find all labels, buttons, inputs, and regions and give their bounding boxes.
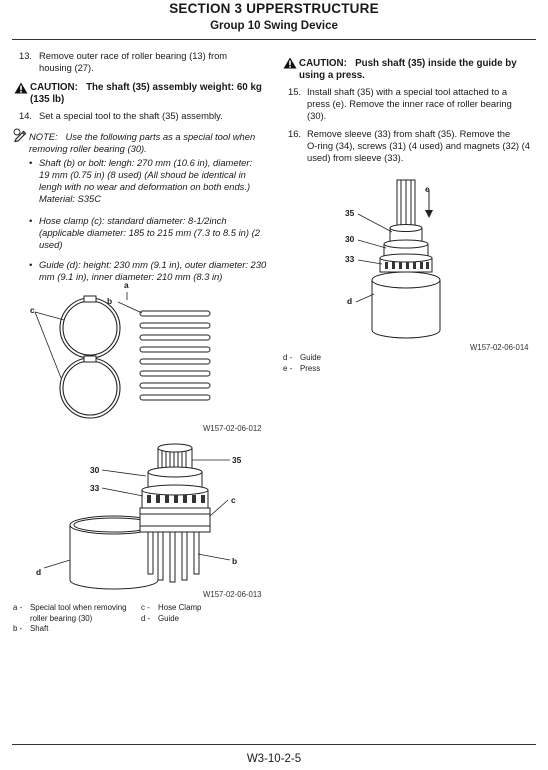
note-line-1: NOTE: Use the following parts as a special tool when	[29, 131, 256, 142]
fig3-label-e: e	[425, 184, 430, 194]
figure-special-tool	[20, 280, 270, 440]
section-title: SECTION 3 UPPERSTRUCTURE	[169, 1, 379, 16]
warning-triangle-icon-2	[283, 57, 297, 69]
group-title: Group 10 Swing Device	[210, 20, 338, 32]
step-14: 14. Set a special tool to the shaft (35) assembly.	[19, 110, 223, 121]
page-number: W3-10-2-5	[246, 753, 302, 765]
fig2-label-30: 30	[90, 465, 100, 475]
bullet-hose-clamp: • Hose clamp (c): standard diameter: 8-1/2inch (applicable diameter: 185 to 215 mm (7.3 to 8.5 in) (2 used)	[29, 215, 260, 250]
pencil-icon	[13, 128, 27, 142]
figure-press	[340, 180, 460, 340]
fig3-label-33: 33	[345, 254, 355, 264]
note-line-2: removing roller bearing (30).	[29, 143, 147, 154]
legend-right: d - Guide e - Press	[283, 353, 322, 373]
fig2-label-b: b	[232, 556, 238, 566]
step-13: 13. Remove outer race of roller bearing (13) from housing (27).	[19, 50, 228, 73]
fig2-label-35: 35	[232, 455, 242, 465]
fig2-id: W157-02-06-013	[203, 590, 262, 599]
bullet-guide: • Guide (d): height: 230 mm (9.1 in), outer diameter: 230 mm (9.1 in), inner diameter: 210 mm (8.3 in)	[29, 259, 267, 282]
fig1-label-b: b	[107, 296, 113, 306]
fig1-id: W157-02-06-012	[203, 424, 262, 433]
fig2-label-33: 33	[90, 483, 100, 493]
step-16: 16. Remove sleeve (33) from shaft (35). Remove the O-ring (34), screws (31) (4 used) and magnets (32) (4 used) from sleeve (33).	[288, 128, 530, 163]
header-rule	[12, 39, 536, 40]
fig2-label-d: d	[36, 567, 42, 577]
footer-rule	[12, 744, 536, 745]
fig3-id: W157-02-06-014	[470, 343, 529, 352]
legend-left: a - Special tool when removing roller bearing (30) b - Shaft c - Hose Clamp d - Guide	[13, 603, 202, 633]
fig1-label-c: c	[30, 305, 35, 315]
fig3-label-30: 30	[345, 234, 355, 244]
fig2-label-c: c	[231, 495, 236, 505]
bullet-shaft: • Shaft (b) or bolt: lengh: 270 mm (10.6 in), diameter: 19 mm (0.75 in) (8 used) (All shoud be identical in lengh with no wear and deformation on both ends.) Material: S35C	[29, 157, 253, 204]
fig3-label-35: 35	[345, 208, 355, 218]
warning-triangle-icon	[14, 82, 28, 94]
caution-1-cont: (135 lb)	[30, 94, 65, 105]
fig3-label-d: d	[347, 296, 353, 306]
caution-2-cont: using a press.	[299, 70, 365, 81]
caution-1: CAUTION: The shaft (35) assembly weight: 60 kg	[30, 82, 262, 93]
step-15: 15. Install shaft (35) with a special tool attached to a press (e). Remove the inner race of roller bearing (30).	[288, 86, 512, 121]
caution-2: CAUTION: Push shaft (35) inside the guide by	[299, 58, 517, 69]
fig1-label-a: a	[124, 280, 129, 290]
note-bullets	[29, 157, 269, 289]
